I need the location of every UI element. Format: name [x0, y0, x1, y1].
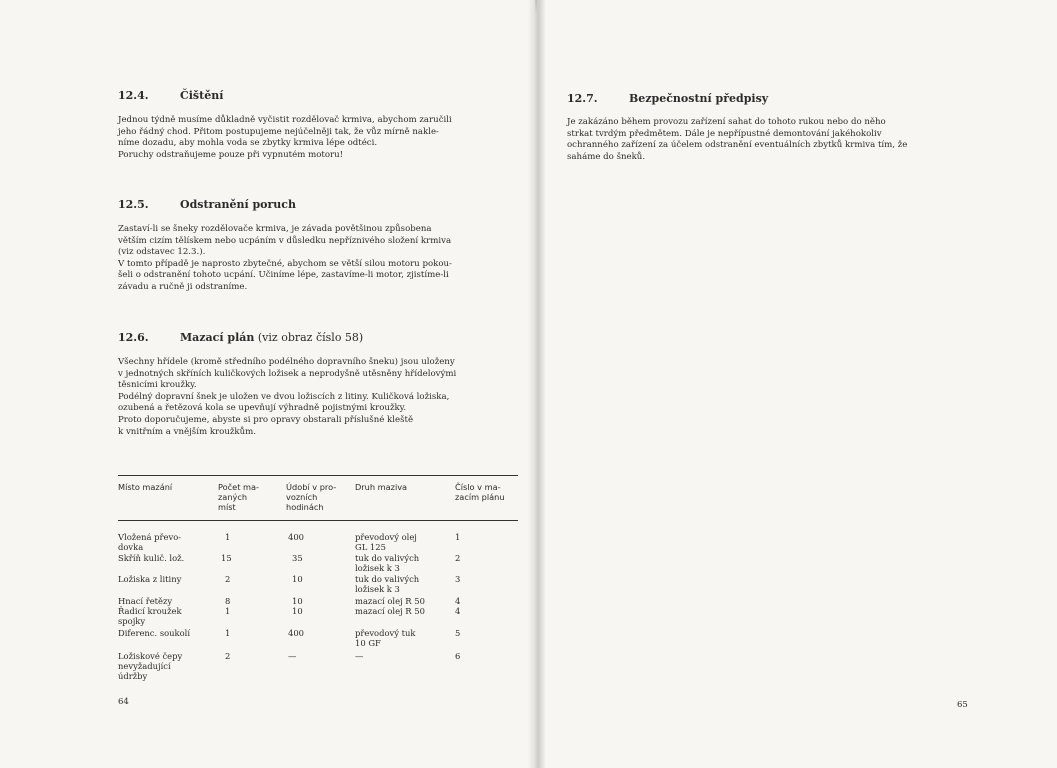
section-title-suffix: (viz obraz číslo 58) [254, 331, 364, 344]
section-title: Mazací plán [180, 331, 255, 344]
cell-plan-number: 6 [455, 651, 461, 661]
cell-line: ložisek k 3 [355, 584, 400, 594]
cell-plan-number: 2 [455, 553, 461, 563]
cell-line: 10 GF [355, 638, 381, 648]
cell-line: Ložiskové čepy [118, 651, 183, 661]
cell-hours: 10 [292, 574, 303, 584]
cell-hours: — [288, 651, 297, 661]
cell-place [118, 532, 181, 552]
header-line: hodinách [286, 502, 324, 512]
cell-plan-number: 5 [455, 628, 461, 638]
cell-line: Řadicí kroužek [118, 606, 182, 616]
section-title: Odstranění poruch [180, 198, 296, 211]
header-line: vozních [286, 492, 318, 502]
paragraph-12-7 [567, 117, 971, 163]
text-line: v jednotných skříních kuličkových ložisek a neprodyšně utěsněny hřídelovými [118, 368, 457, 379]
text-line: k vnitřním a vnějším kroužkům. [118, 426, 257, 437]
table-header-count [218, 482, 259, 512]
table-header-place [118, 482, 172, 492]
cell-plan-number: 4 [455, 606, 461, 616]
text-line: těsnicími kroužky. [118, 380, 197, 391]
section-title: Bezpečnostní předpisy [629, 92, 769, 105]
text-line: Podélný dopravní šnek je uložen ve dvou ložiscích z litiny. Kuličková ložiska, [118, 391, 450, 402]
cell-hours: 400 [288, 628, 304, 638]
section-number: 12.4. [118, 89, 149, 102]
table-header-rule [118, 520, 518, 521]
table-header-lubricant [355, 482, 407, 492]
cell-line: Ložiska z litiny [118, 574, 182, 584]
cell-hours: 10 [292, 596, 303, 606]
cell-plan-number: 4 [455, 596, 461, 606]
header-line: Údobí v pro- [286, 482, 337, 492]
header-line: Místo mazání [118, 482, 173, 492]
heading-12-6 [118, 331, 363, 344]
cell-lubricant [355, 553, 419, 573]
cell-line: spojky [118, 616, 146, 626]
header-line: zaných [218, 492, 248, 502]
text-line: Je zakázáno během provozu zařízení sahat do tohoto rukou nebo do něho [567, 117, 886, 127]
text-line: saháme do šneků. [567, 151, 646, 162]
header-line: Druh maziva [355, 482, 408, 492]
heading-12-7 [567, 92, 768, 105]
cell-count: 8 [225, 596, 231, 606]
page-number: 65 [957, 700, 968, 710]
section-title: Čištění [180, 89, 224, 102]
cell-line: údržby [118, 671, 148, 681]
cell-lubricant [355, 606, 425, 616]
cell-place [118, 553, 184, 563]
cell-line: nevyžadující [118, 661, 171, 671]
header-line: Číslo v ma- [455, 482, 501, 492]
cell-line: mazací olej R 50 [355, 606, 425, 616]
cell-lubricant [355, 628, 415, 648]
right-page [537, 0, 1057, 768]
cell-line: — [355, 651, 364, 661]
section-number: 12.7. [567, 92, 598, 105]
cell-line: mazací olej R 50 [355, 596, 425, 606]
cell-lubricant [355, 596, 425, 606]
text-line: V tomto případě je naprosto zbytečné, abychom se větší silou motoru pokou- [118, 258, 452, 269]
paragraph-12-6 [118, 357, 518, 438]
cell-place [118, 651, 182, 681]
cell-lubricant [355, 532, 417, 552]
cell-place [118, 606, 182, 626]
text-line: Jednou týdně musíme důkladně vyčistit rozdělovač krmiva, abychom zaručili [118, 115, 452, 125]
table-top-rule [118, 475, 518, 476]
cell-line: ložisek k 3 [355, 563, 400, 573]
text-line: šeli o odstranění tohoto ucpání. Učiníme lépe, zastavíme-li motor, zjistíme-li [118, 270, 449, 281]
text-line: Zastaví-li se šneky rozdělovače krmiva, je závada povětšinou způsobena [118, 224, 432, 234]
cell-line: Hnací řetězy [118, 596, 173, 606]
cell-plan-number: 3 [455, 574, 461, 584]
cell-place [118, 574, 181, 584]
section-number: 12.6. [118, 331, 149, 344]
cell-line: dovka [118, 542, 144, 552]
cell-hours: 10 [292, 606, 303, 616]
text-line: jeho řádný chod. Přitom postupujeme nejúčelněji tak, že vůz mírně nakle- [118, 126, 439, 137]
text-line: Všechny hřídele (kromě středního podélného dopravního šneku) jsou uloženy [118, 357, 455, 367]
header-line: zacím plánu [455, 492, 505, 502]
table-header-hours [286, 482, 336, 512]
cell-line: GL 125 [355, 542, 386, 552]
heading-12-5 [118, 198, 296, 211]
text-line: větším cizím tělískem nebo ucpáním v důsledku nepříznivého složení krmiva [118, 235, 452, 246]
text-line: Proto doporučujeme, abyste si pro opravy obstarali příslušné kleště [118, 414, 414, 425]
cell-count: 1 [225, 628, 231, 638]
cell-lubricant [355, 574, 419, 594]
cell-hours: 400 [288, 532, 304, 542]
table-header-plan-number [455, 482, 505, 502]
cell-count: 1 [225, 532, 231, 542]
cell-line: Skříň kulič. lož. [118, 553, 185, 563]
cell-count: 2 [225, 651, 231, 661]
header-line: Počet ma- [218, 482, 259, 492]
cell-line: tuk do valivých [355, 553, 420, 563]
text-line: Poruchy odstraňujeme pouze při vypnutém motoru! [118, 149, 344, 160]
text-line: (viz odstavec 12.3.). [118, 247, 206, 258]
text-line: strkat tvrdým předmětem. Dále je nepřípustné demontování jakéhokoliv [567, 128, 882, 139]
cell-line: Diferenc. soukolí [118, 628, 191, 638]
cell-line: tuk do valivých [355, 574, 420, 584]
cell-lubricant [355, 651, 363, 661]
heading-12-4 [118, 89, 223, 102]
book-gutter-shadow [528, 0, 546, 768]
page-number: 64 [118, 697, 129, 707]
cell-count: 2 [225, 574, 231, 584]
cell-line: převodový olej [355, 532, 417, 542]
cell-count: 15 [221, 553, 232, 563]
cell-place [118, 628, 190, 638]
header-line: míst [218, 502, 236, 512]
cell-count: 1 [225, 606, 231, 616]
text-line: ozubená a řetězová kola se upevňují výhradně pojistnými kroužky. [118, 403, 407, 414]
cell-hours: 35 [292, 553, 303, 563]
text-line: níme dozadu, aby mohla voda se zbytky krmiva lépe odtéci. [118, 138, 378, 149]
paragraph-12-4 [118, 115, 518, 161]
text-line: ochranného zařízení za účelem odstranění eventuálních zbytků krmiva tím, že [567, 140, 908, 151]
section-number: 12.5. [118, 198, 149, 211]
paragraph-12-5 [118, 224, 518, 294]
cell-line: převodový tuk [355, 628, 416, 638]
cell-line: Vložená převo- [118, 532, 182, 542]
cell-plan-number: 1 [455, 532, 461, 542]
text-line: závadu a ručně ji odstraníme. [118, 281, 248, 292]
cell-place [118, 596, 172, 606]
